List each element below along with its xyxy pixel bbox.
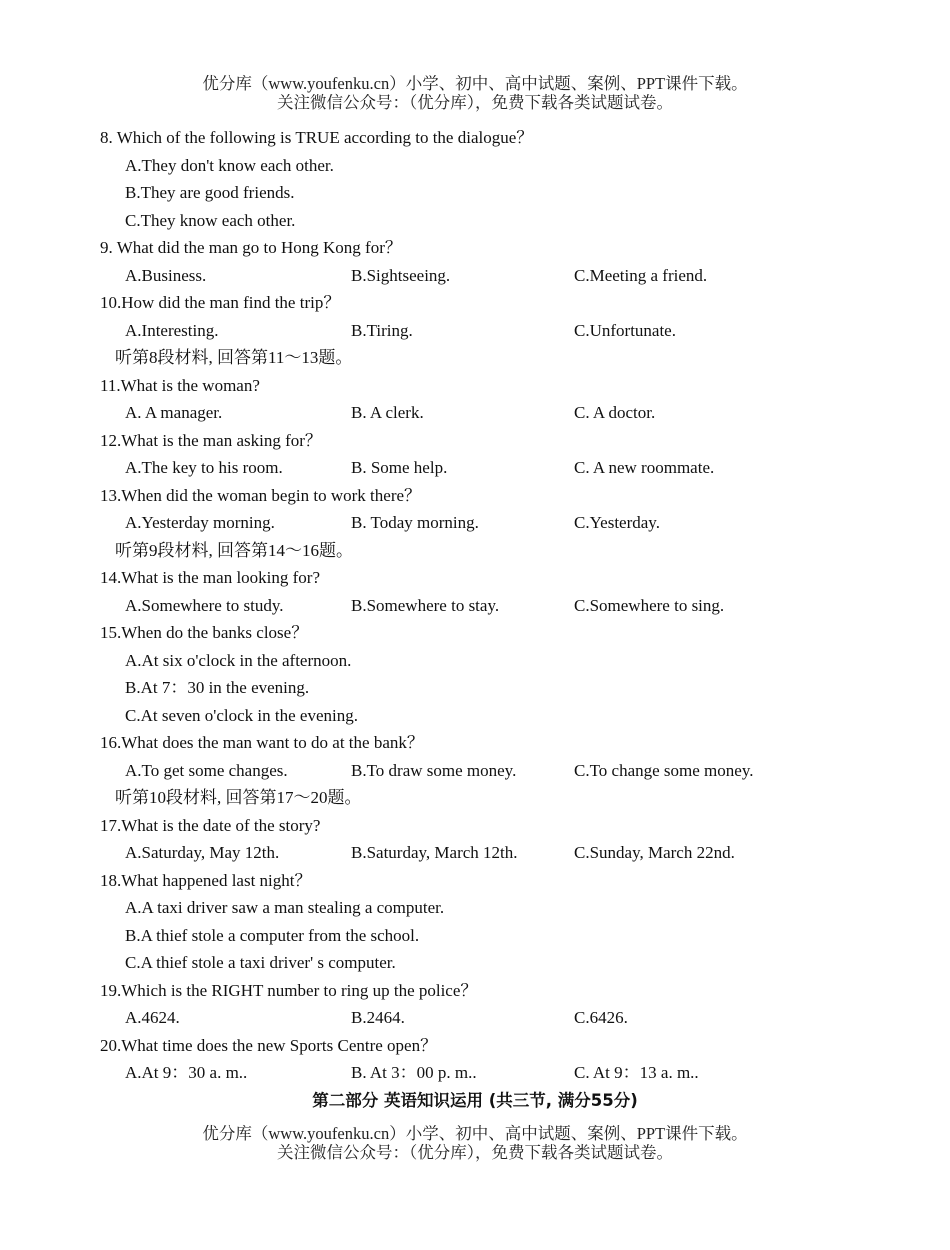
question-9: 9. What did the man go to Hong Kong for？ xyxy=(100,238,402,257)
q19-option-b: B.2464. xyxy=(351,1008,405,1027)
question-17: 17.What is the date of the story? xyxy=(100,815,321,835)
q14-option-b: B.Somewhere to stay. xyxy=(351,595,500,615)
q17-options xyxy=(100,839,880,867)
q14-option-c: C.Somewhere to sing. xyxy=(574,595,725,615)
question-16: 16.What does the man want to do at the bank？ xyxy=(100,733,424,752)
q9-option-a: A.Business. xyxy=(125,265,207,285)
q14-options xyxy=(100,592,880,620)
q9-option-b: B.Sightseeing. xyxy=(351,265,451,285)
header-line-1: 优分库（www.youfenku.cn）小学、初中、高中试题、案例、PPT课件下载。 xyxy=(202,74,748,93)
question-18: 18.What happened last night？ xyxy=(100,870,312,890)
q15-option-a: A.At six o'clock in the afternoon. xyxy=(125,650,352,670)
q9-option-c: C.Meeting a friend. xyxy=(574,265,708,285)
q16-options xyxy=(100,757,880,785)
q9-options xyxy=(100,262,880,290)
q8-option-a: A.They don't know each other. xyxy=(125,155,334,175)
q10-option-a: A.Interesting. xyxy=(125,320,219,340)
footer-line-2: 关注微信公众号：（优分库），免费下载各类试题试卷。 xyxy=(277,1143,673,1162)
question-19: 19.Which is the RIGHT number to ring up the police？ xyxy=(100,980,478,1000)
q15-option-c: C.At seven o'clock in the evening. xyxy=(125,705,358,725)
q10-option-c: C.Unfortunate. xyxy=(574,320,676,340)
q19-option-a: A.4624. xyxy=(125,1008,180,1027)
q20-options xyxy=(100,1059,880,1087)
question-10: 10.How did the man find the trip？ xyxy=(100,293,341,312)
q15-option-b: B.At 7：30 in the evening. xyxy=(125,678,310,697)
q17-option-c: C.Sunday, March 22nd. xyxy=(574,843,735,862)
q12-option-a: A.The key to his room. xyxy=(125,458,283,477)
q19-options xyxy=(100,1004,880,1032)
q11-option-a: A. A manager. xyxy=(125,403,223,422)
question-14: 14.What is the man looking for? xyxy=(100,568,321,587)
q8-option-b: B.They are good friends. xyxy=(125,183,295,202)
q10-option-b: B.Tiring. xyxy=(351,320,413,340)
question-list xyxy=(100,124,880,1114)
section-10-instruction: 听第10段材料, 回答第17～20题。 xyxy=(115,788,362,807)
q16-option-c: C.To change some money. xyxy=(574,760,754,780)
question-11: 11.What is the woman? xyxy=(100,375,260,395)
q11-options xyxy=(100,399,880,427)
question-13: 13.When did the woman begin to work there？ xyxy=(100,485,422,505)
q11-option-b: B. A clerk. xyxy=(351,403,424,422)
q18-option-c: C.A thief stole a taxi driver' s computer. xyxy=(125,953,396,972)
q17-option-b: B.Saturday, March 12th. xyxy=(351,843,518,862)
question-15: 15.When do the banks close？ xyxy=(100,623,309,642)
q13-option-c: C.Yesterday. xyxy=(574,513,660,532)
q16-option-a: A.To get some changes. xyxy=(125,760,288,780)
q20-option-b: B. At 3：00 p. m.. xyxy=(351,1063,477,1082)
header-line-2: 关注微信公众号：（优分库），免费下载各类试题试卷。 xyxy=(277,93,673,112)
page-footer xyxy=(0,1124,950,1162)
q12-option-b: B. Some help. xyxy=(351,458,448,477)
q18-option-a: A.A taxi driver saw a man stealing a computer. xyxy=(125,898,445,917)
part-2-title: 第二部分 英语知识运用 (共三节, 满分55分) xyxy=(312,1090,638,1110)
q19-option-c: C.6426. xyxy=(574,1008,628,1027)
q11-option-c: C. A doctor. xyxy=(574,403,656,422)
section-8-instruction: 听第8段材料, 回答第11～13题。 xyxy=(115,348,353,367)
page-header xyxy=(0,74,950,112)
q12-option-c: C. A new roommate. xyxy=(574,458,715,477)
q20-option-c: C. At 9：13 a. m.. xyxy=(574,1063,699,1082)
q12-options xyxy=(100,454,880,482)
q16-option-b: B.To draw some money. xyxy=(351,760,517,780)
question-8: 8. Which of the following is TRUE according to the dialogue？ xyxy=(100,128,534,147)
section-9-instruction: 听第9段材料, 回答第14～16题。 xyxy=(115,540,353,560)
q8-option-c: C.They know each other. xyxy=(125,210,296,230)
q17-option-a: A.Saturday, May 12th. xyxy=(125,843,280,862)
q13-option-b: B. Today morning. xyxy=(351,513,479,532)
footer-line-1: 优分库（www.youfenku.cn）小学、初中、高中试题、案例、PPT课件下载。 xyxy=(202,1124,748,1143)
q13-option-a: A.Yesterday morning. xyxy=(125,513,275,532)
q20-option-a: A.At 9：30 a. m.. xyxy=(125,1063,248,1082)
q13-options xyxy=(100,509,880,537)
q10-options xyxy=(100,317,880,345)
question-20: 20.What time does the new Sports Centre open？ xyxy=(100,1035,438,1055)
question-12: 12.What is the man asking for？ xyxy=(100,430,322,450)
q14-option-a: A.Somewhere to study. xyxy=(125,595,284,615)
q18-option-b: B.A thief stole a computer from the school. xyxy=(125,925,420,945)
